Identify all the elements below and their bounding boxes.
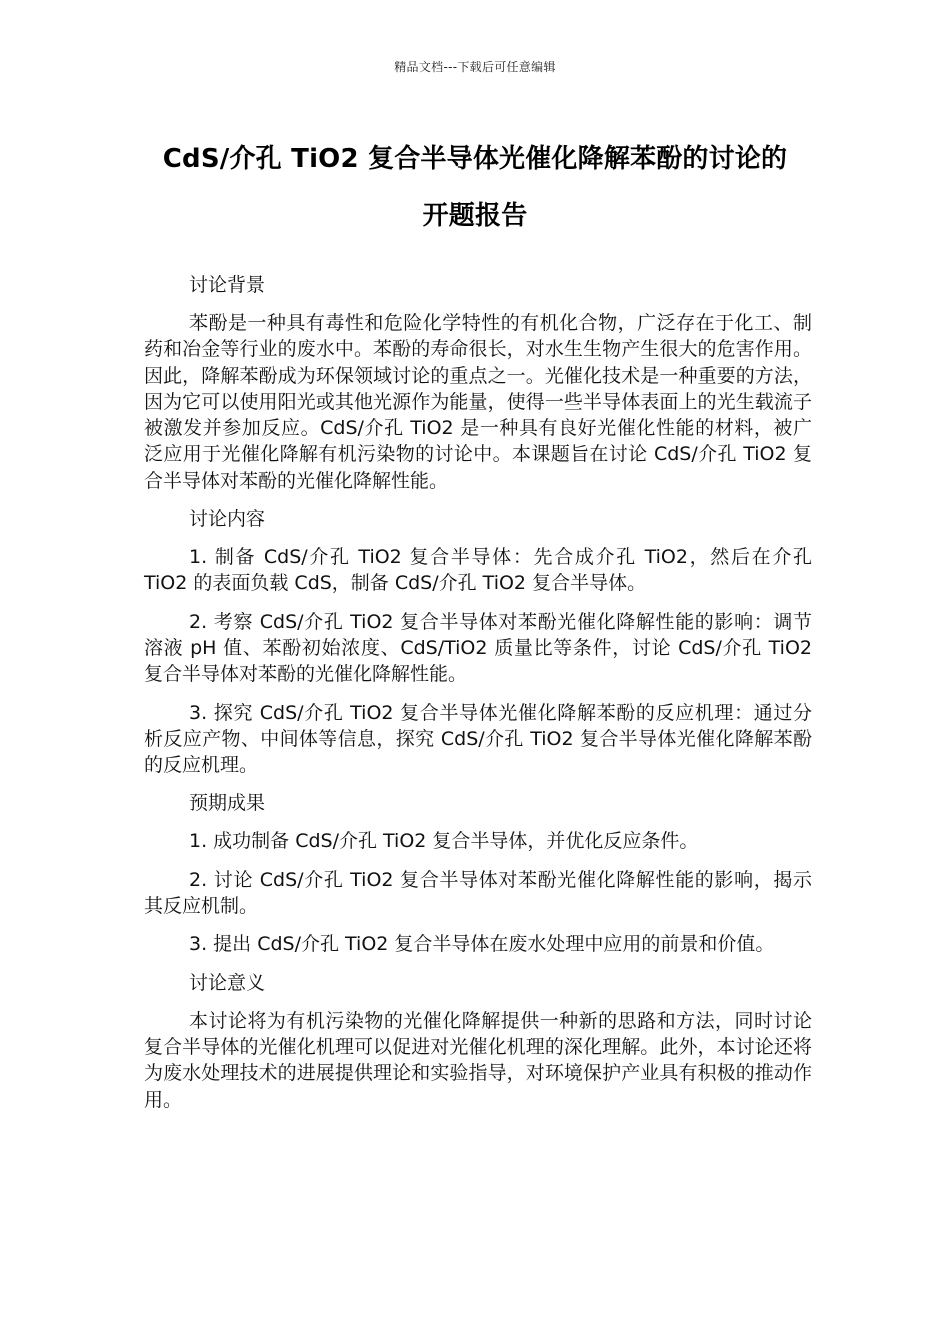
expected-item-2: 2. 讨论 CdS/介孔 TiO2 复合半导体对苯酚光催化降解性能的影响，揭示其反应机制。 bbox=[144, 868, 812, 918]
background-paragraph: 苯酚是一种具有毒性和危险化学特性的有机化合物，广泛存在于化工、制药和冶金等行业的废水中。苯酚的寿命很长，对水生生物产生很大的危害作用。因此，降解苯酚成为环保领域讨论的重点之一。光催化技术是一种重要的方法，因为它可以使用阳光或其他光源作为能量，使得一些半导体表面上的光生载流子被激发并参加反应。CdS/介孔 TiO2 是一种具有良好光催化性能的材料，被广泛应用于光催化降解有机污染物的讨论中。本课题旨在讨论 CdS/介孔 TiO2 复合半导体对苯酚的光催化降解性能。 bbox=[144, 312, 812, 492]
expected-item-3: 3. 提出 CdS/介孔 TiO2 复合半导体在废水处理中应用的前景和价值。 bbox=[189, 933, 775, 956]
section-heading-content: 讨论内容 bbox=[189, 508, 266, 531]
section-heading-background: 讨论背景 bbox=[189, 274, 266, 296]
document-body bbox=[144, 272, 812, 1125]
content-item-1: 1. 制备 CdS/介孔 TiO2 复合半导体：先合成介孔 TiO2，然后在介孔 TiO2 的表面负载 CdS，制备 CdS/介孔 TiO2 复合半导体。 bbox=[144, 546, 812, 595]
document-title-line-1: CdS/介孔 TiO2 复合半导体光催化降解苯酚的讨论的 bbox=[162, 144, 788, 174]
content-item-2: 2. 考察 CdS/介孔 TiO2 复合半导体对苯酚光催化降解性能的影响：调节溶液 pH 值、苯酚初始浓度、CdS/TiO2 质量比等条件，讨论 CdS/介孔 TiO2 复合半导体对苯酚的光催化降解性能。 bbox=[144, 610, 812, 686]
document-title-line-2: 开题报告 bbox=[422, 201, 528, 231]
expected-item-1: 1. 成功制备 CdS/介孔 TiO2 复合半导体，并优化反应条件。 bbox=[189, 830, 699, 853]
section-heading-expected: 预期成果 bbox=[189, 792, 266, 815]
significance-paragraph: 本讨论将为有机污染物的光催化降解提供一种新的思路和方法，同时讨论复合半导体的光催化机理可以促进对光催化机理的深化理解。此外，本讨论还将为废水处理技术的进展提供理论和实验指导，对环境保护产业具有积极的推动作用。 bbox=[144, 1009, 812, 1111]
header-note: 精品文档---下载后可任意编辑 bbox=[394, 60, 556, 74]
section-heading-significance: 讨论意义 bbox=[189, 971, 266, 994]
content-item-3: 3. 探究 CdS/介孔 TiO2 复合半导体光催化降解苯酚的反应机理：通过分析反应产物、中间体等信息，探究 CdS/介孔 TiO2 复合半导体光催化降解苯酚的反应机理。 bbox=[144, 701, 812, 777]
